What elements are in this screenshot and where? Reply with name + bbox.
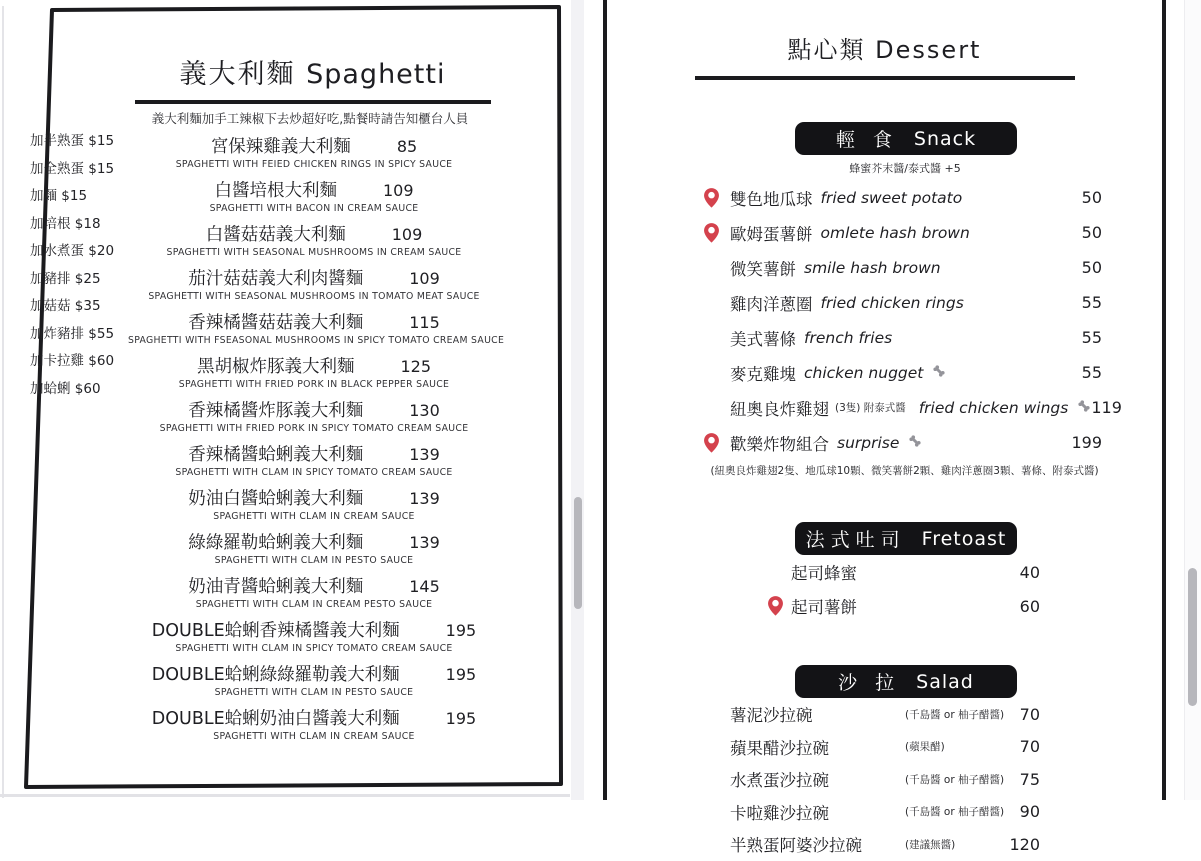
menu-item <box>128 136 500 171</box>
section-badge <box>795 665 1017 698</box>
section-badge <box>795 522 1017 555</box>
addon-item <box>30 160 114 179</box>
addon-item <box>30 215 114 234</box>
menu-item-name-en: omlete hash brown <box>820 223 970 242</box>
menu-item-name-zh: 紐奧良炸雞翅 <box>730 399 829 419</box>
menu-item-price: 109 <box>382 181 414 200</box>
menu-item-name-zh: 雞肉洋蔥圈 <box>730 294 813 314</box>
menu-item-name-zh: 歡樂炸物組合 <box>730 434 829 454</box>
addon-item <box>30 352 114 371</box>
addon-label: 加麵 $15 <box>30 188 88 204</box>
menu-item-price: 139 <box>409 489 440 508</box>
menu-item-name: DOUBLE蛤蜊香辣橘醬義大利麵 <box>151 621 400 641</box>
menu-item-name-zh: 雙色地瓜球 <box>730 189 813 209</box>
menu-item-description: SPAGHETTI WITH CLAM IN CREAM SAUCE <box>213 511 415 522</box>
menu-item-price: 115 <box>409 313 440 332</box>
menu-item-sauce-note: (建議無醬) <box>905 838 956 851</box>
menu-item-price: 55 <box>1081 328 1102 347</box>
addon-label: 加炸豬排 $55 <box>30 325 115 342</box>
menu-item-price: 60 <box>1019 596 1040 616</box>
section-badge-zh: 法式吐司 <box>805 529 906 551</box>
menu-item-price: 199 <box>1071 433 1102 452</box>
dessert-menu-page <box>607 0 1162 856</box>
menu-item-price: 50 <box>1081 258 1102 277</box>
menu-item-price: 139 <box>409 445 440 464</box>
menu-item-name-en: chicken nugget <box>804 363 924 382</box>
menu-item-name-en: fried chicken wings <box>918 398 1069 417</box>
menu-item-price: 90 <box>1019 802 1040 822</box>
menu-item-name-zh: 起司蜂蜜 <box>791 564 857 583</box>
menu-item-price: 55 <box>1081 363 1102 382</box>
page-subtitle: 義大利麵加手工辣椒下去炒超好吃,點餐時請告知櫃台人員 <box>151 111 469 126</box>
menu-item-name: 香辣橘醬蛤蜊義大利麵 <box>188 445 364 465</box>
left-pane-scrollbar-thumb[interactable] <box>574 497 582 609</box>
menu-item <box>767 589 1040 623</box>
section-badge-en: Salad <box>916 670 974 693</box>
section-footnote: (紐奧良炸雞翅2隻、地瓜球10顆、微笑薯餅2顆、雞肉洋蔥圈3顆、薯條、附泰式醬) <box>710 465 1099 477</box>
section-badge-en: Fretoast <box>921 527 1007 550</box>
menu-item-name: 宮保辣雞義大利麵 <box>210 137 351 157</box>
menu-item-price: 75 <box>1019 769 1040 789</box>
menu-item-name: 香辣橘醬菇菇義大利麵 <box>188 313 364 333</box>
menu-item-name-zh: 起司薯餅 <box>791 598 857 617</box>
title-underline <box>135 100 491 104</box>
menu-item-name-zh: 水煮蛋沙拉碗 <box>730 771 829 791</box>
menu-item <box>730 796 1040 829</box>
menu-item-name-zh: 歐姆蛋薯餅 <box>730 224 813 244</box>
menu-item-name-en: smile hash brown <box>804 258 941 277</box>
menu-item-name: 茄汁菇菇義大利肉醬麵 <box>188 269 364 289</box>
menu-item-description: SPAGHETTI WITH FSEASONAL MUSHROOMS IN SPICY TOMATO CREAM SAUCE <box>128 335 505 346</box>
menu-item-name-en: fried sweet potato <box>820 188 963 207</box>
menu-item <box>703 390 1122 425</box>
page-title-en: Spaghetti <box>306 59 446 90</box>
addon-price-list <box>30 132 114 399</box>
menu-item <box>703 320 1102 355</box>
menu-item-price: 109 <box>409 269 440 288</box>
menu-item-name: 白醬菇菇義大利麵 <box>205 225 346 245</box>
menu-item <box>128 268 500 303</box>
menu-item-name-zh: 麥克雞塊 <box>730 364 796 384</box>
menu-item <box>128 532 500 567</box>
menu-item-name: 奶油青醬蛤蜊義大利麵 <box>188 577 364 597</box>
section-badge-zh: 輕 食 <box>835 129 898 151</box>
page-title-zh: 點心類 <box>787 36 866 64</box>
addon-item <box>30 325 114 344</box>
menu-item <box>128 400 500 435</box>
section-badge <box>795 122 1017 155</box>
section-badge-en: Snack <box>913 127 977 150</box>
menu-item-price: 109 <box>391 225 423 244</box>
menu-item <box>128 444 500 479</box>
menu-item-price: 70 <box>1019 737 1040 757</box>
menu-item <box>128 356 500 391</box>
menu-item-price: 145 <box>409 577 440 596</box>
menu-item-sauce-note: (千島醬 or 柚子醋醬) <box>905 708 1005 721</box>
menu-item <box>128 708 500 743</box>
addon-label: 加卡拉雞 $60 <box>30 353 115 369</box>
menu-item-name: DOUBLE蛤蜊綠綠羅勒義大利麵 <box>151 665 400 685</box>
page-title <box>120 52 505 91</box>
bone-icon <box>1077 398 1091 417</box>
section-note: 蜂蜜芥末醬/泰式醬 +5 <box>849 162 961 175</box>
menu-item-name-en: surprise <box>837 433 900 452</box>
menu-item <box>128 224 500 259</box>
location-pin-icon <box>703 222 730 244</box>
menu-item-description: SPAGHETTI WITH CLAM IN PESTO SAUCE <box>214 555 414 566</box>
menu-item-description: SPAGHETTI WITH CLAM IN SPICY TOMATO CREAM SAUCE <box>175 643 453 654</box>
menu-item <box>730 763 1040 796</box>
menu-item <box>767 555 1040 589</box>
menu-item-name-en: fried chicken rings <box>820 293 964 312</box>
menu-item-description: SPAGHETTI WITH FRIED PORK IN BLACK PEPPER SAUCE <box>178 379 450 390</box>
menu-item-description: SPAGHETTI WITH FEIED CHICKEN RINGS IN SPICY SAUCE <box>175 159 453 170</box>
menu-item-description: SPAGHETTI WITH BACON IN CREAM SAUCE <box>209 203 419 214</box>
menu-item-name: 香辣橘醬炸豚義大利麵 <box>188 401 364 421</box>
addon-item <box>30 270 114 289</box>
menu-item-name: 奶油白醬蛤蜊義大利麵 <box>188 489 364 509</box>
menu-item-name: DOUBLE蛤蜊奶油白醬義大利麵 <box>151 709 400 729</box>
addon-item <box>30 380 114 399</box>
menu-item-sauce-note: (蘋果醋) <box>905 741 945 754</box>
menu-item-name: 白醬培根大利麵 <box>214 181 337 201</box>
menu-item-description: SPAGHETTI WITH FRIED PORK IN SPICY TOMATO CREAM SAUCE <box>159 423 469 434</box>
addon-item <box>30 297 114 316</box>
menu-item-price: 40 <box>1019 562 1040 582</box>
location-pin-icon <box>703 432 730 454</box>
menu-item <box>703 250 1102 285</box>
menu-item <box>703 215 1102 250</box>
menu-item-sauce-note: (千島醬 or 柚子醋醬) <box>905 806 1005 819</box>
menu-item-name-zh: 半熟蛋阿婆沙拉碗 <box>730 836 862 856</box>
addon-label: 加半熟蛋 $15 <box>30 133 115 149</box>
menu-item-price: 195 <box>445 709 477 728</box>
menu-item <box>703 355 1102 390</box>
menu-item <box>128 620 500 655</box>
page-title-zh: 義大利麵 <box>179 59 296 90</box>
menu-item-price: 139 <box>409 533 440 552</box>
spaghetti-menu-page <box>0 0 585 800</box>
menu-item-name-zh: 蘋果醋沙拉碗 <box>730 738 829 758</box>
menu-item-description: SPAGHETTI WITH CLAM IN PESTO SAUCE <box>214 687 414 698</box>
addon-label: 加豬排 $25 <box>30 270 101 287</box>
menu-item <box>730 828 1040 861</box>
page-title-en: Dessert <box>875 36 982 64</box>
menu-item-name-en: french fries <box>804 328 893 347</box>
menu-item-name-zh: 美式薯條 <box>730 329 796 349</box>
addon-item <box>30 242 114 261</box>
menu-item-note-inline: (3隻) 附泰式醬 <box>835 402 906 414</box>
menu-item-name: 綠綠羅勒蛤蜊義大利麵 <box>188 533 364 553</box>
menu-item <box>703 285 1102 320</box>
menu-item <box>128 664 500 699</box>
addon-label: 加全熟蛋 $15 <box>30 160 115 177</box>
addon-label: 加菇菇 $35 <box>30 298 101 314</box>
menu-item-description: SPAGHETTI WITH SEASONAL MUSHROOMS IN CREAM SAUCE <box>166 247 462 258</box>
location-pin-icon <box>703 187 730 209</box>
menu-item-price: 130 <box>409 401 440 420</box>
left-pane-scrollbar-track[interactable] <box>571 0 584 800</box>
menu-item-sauce-note: (千島醬 or 柚子醋醬) <box>905 773 1005 786</box>
menu-item-price: 50 <box>1081 188 1102 207</box>
menu-item <box>128 312 505 347</box>
menu-sections <box>607 122 1162 861</box>
title-underline <box>695 76 1075 80</box>
section-badge-zh: 沙 拉 <box>838 672 901 694</box>
menu-item <box>703 180 1102 215</box>
menu-item-name-zh: 卡啦雞沙拉碗 <box>730 803 829 823</box>
bone-icon <box>932 363 946 382</box>
addon-label: 加培根 $18 <box>30 215 101 232</box>
menu-item <box>128 180 500 215</box>
menu-item <box>730 698 1040 731</box>
menu-item-description: SPAGHETTI WITH SEASONAL MUSHROOMS IN TOMATO MEAT SAUCE <box>148 291 480 302</box>
menu-item-price: 85 <box>396 137 418 156</box>
menu-item-price: 120 <box>1009 834 1040 854</box>
menu-item-price: 70 <box>1019 704 1040 724</box>
menu-item <box>128 488 500 523</box>
menu-item <box>703 425 1102 460</box>
addon-label: 加蛤蜊 $60 <box>30 380 101 397</box>
menu-item-price: 125 <box>400 357 432 376</box>
spaghetti-item-list <box>128 136 505 752</box>
menu-item-price: 55 <box>1081 293 1102 312</box>
menu-item-name: 黑胡椒炸豚義大利麵 <box>196 357 355 377</box>
menu-item <box>730 731 1040 764</box>
menu-item-name-zh: 微笑薯餅 <box>730 259 796 279</box>
menu-item-price: 119 <box>1091 398 1122 417</box>
right-pane-scrollbar-thumb[interactable] <box>1188 568 1197 706</box>
menu-item-price: 50 <box>1081 223 1102 242</box>
menu-item-description: SPAGHETTI WITH CLAM IN SPICY TOMATO CREAM SAUCE <box>175 467 453 478</box>
menu-item-name-zh: 薯泥沙拉碗 <box>730 706 813 726</box>
addon-item <box>30 187 114 206</box>
menu-item-description: SPAGHETTI WITH CLAM IN CREAM PESTO SAUCE <box>195 599 433 610</box>
menu-item-description: SPAGHETTI WITH CLAM IN CREAM SAUCE <box>213 731 415 742</box>
addon-item <box>30 132 114 151</box>
bone-icon <box>908 433 922 452</box>
addon-label: 加水煮蛋 $20 <box>30 243 115 259</box>
menu-item-price: 195 <box>445 665 477 684</box>
location-pin-icon <box>767 595 791 617</box>
page-border-right <box>1162 0 1166 800</box>
page-title <box>607 30 1162 65</box>
menu-item <box>128 576 500 611</box>
menu-item-price: 195 <box>445 621 477 640</box>
